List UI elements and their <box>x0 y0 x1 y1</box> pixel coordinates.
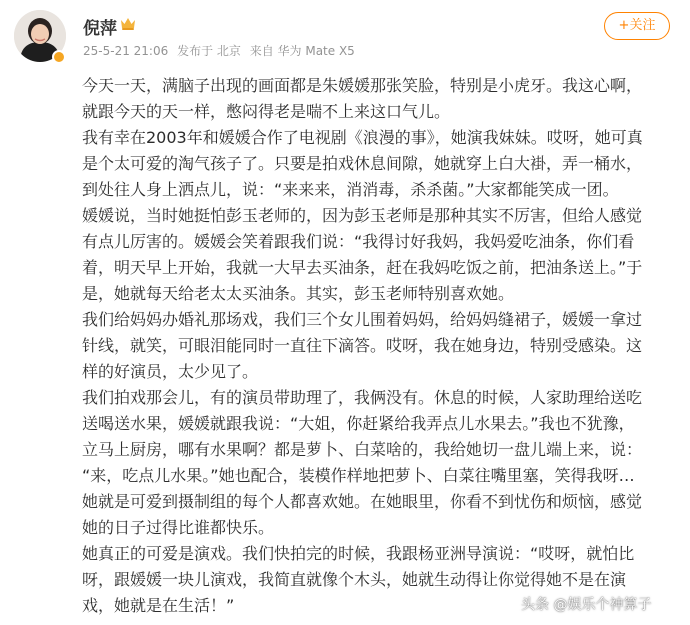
verified-badge-icon <box>52 50 66 64</box>
post-text-line: 她的日子过得比谁都快乐。 <box>82 518 275 537</box>
post-text-line: 戏，她就是在生活！” <box>82 596 235 615</box>
post-text-line: 她真正的可爱是演戏。我们快拍完的时候，我跟杨亚洲导演说：“哎呀，就怕比 <box>82 544 635 563</box>
post-text-line: 送喝送水果，媛媛就跟我说：“大姐，你赶紧给我弄点儿水果去。”我也不犹豫， <box>82 414 635 433</box>
post-text-line: 立马上厨房，哪有水果啊？都是萝卜、白菜啥的，我给她切一盘儿端上来，说： <box>82 440 643 459</box>
post-date: 25-5-21 21:06 <box>83 44 169 58</box>
post-location: 发布于 北京 <box>177 44 241 58</box>
post-text-line: 媛媛说，当时她挺怕彭玉老师的，因为彭玉老师是那种其实不厉害，但给人感觉 <box>82 206 643 225</box>
post-text-line: 呀，跟媛媛一块儿演戏，我简直就像个木头，她就生动得让你觉得她不是在演 <box>82 570 627 589</box>
post-text-line: 我有幸在2003年和媛媛合作了电视剧《浪漫的事》，她演我妹妹。哎呀，她可真 <box>82 128 643 147</box>
post-text-line: 着，明天早上开始，我就一大早去买油条，赶在我妈吃饭之前，把油条送上。”于 <box>82 258 643 277</box>
post-text-line: 是个太可爱的淘气孩子了。只要是拍戏休息间隙，她就穿上白大褂，弄一桶水， <box>82 154 643 173</box>
post-body <box>82 73 670 619</box>
post-text-line: 我们拍戏那会儿，有的演员带助理了，我俩没有。休息的时候，人家助理给送吃 <box>82 388 643 407</box>
post-text-line: 是，她就每天给老太太买油条。其实，彭玉老师特别喜欢她。 <box>82 284 515 303</box>
post-text-line: “来，吃点儿水果。”她也配合，装模作样地把萝卜、白菜往嘴里塞，笑得我呀… <box>82 466 635 485</box>
post-text-line: 就跟今天的天一样，憋闷得老是喘不上来这口气儿。 <box>82 102 451 121</box>
crown-icon <box>119 15 137 31</box>
post-source: 来自 华为 Mate X5 <box>249 44 355 58</box>
watermark: 头条 @娱乐个神算子 <box>521 597 652 613</box>
post-text-line: 针线，就笑，可眼泪能同时一直往下滴答。哎呀，我在她身边，特别受感染。这 <box>82 336 643 355</box>
follow-button[interactable]: +关注 <box>604 12 670 40</box>
post-meta <box>83 42 360 59</box>
post-text-line: 样的好演员，太少见了。 <box>82 362 259 381</box>
post-text-line: 有点儿厉害的。媛媛会笑着跟我们说：“我得讨好我妈，我妈爱吃油条，你们看 <box>82 232 635 251</box>
post-text-line: 我们给妈妈办婚礼那场戏，我们三个女儿围着妈妈，给妈妈缝裙子，媛媛一拿过 <box>82 310 643 329</box>
post-text-line: 她就是可爱到摄制组的每个人都喜欢她。在她眼里，你看不到忧伤和烦恼，感觉 <box>82 492 643 511</box>
post-text-line: 到处往人身上洒点儿，说：“来来来，消消毒，杀杀菌。”大家都能笑成一团。 <box>82 180 619 199</box>
author-name[interactable]: 倪萍 <box>83 19 117 39</box>
post-header <box>0 0 690 72</box>
post-text-line: 今天一天，满脑子出现的画面都是朱媛媛那张笑脸，特别是小虎牙。我这心啊， <box>82 76 643 95</box>
